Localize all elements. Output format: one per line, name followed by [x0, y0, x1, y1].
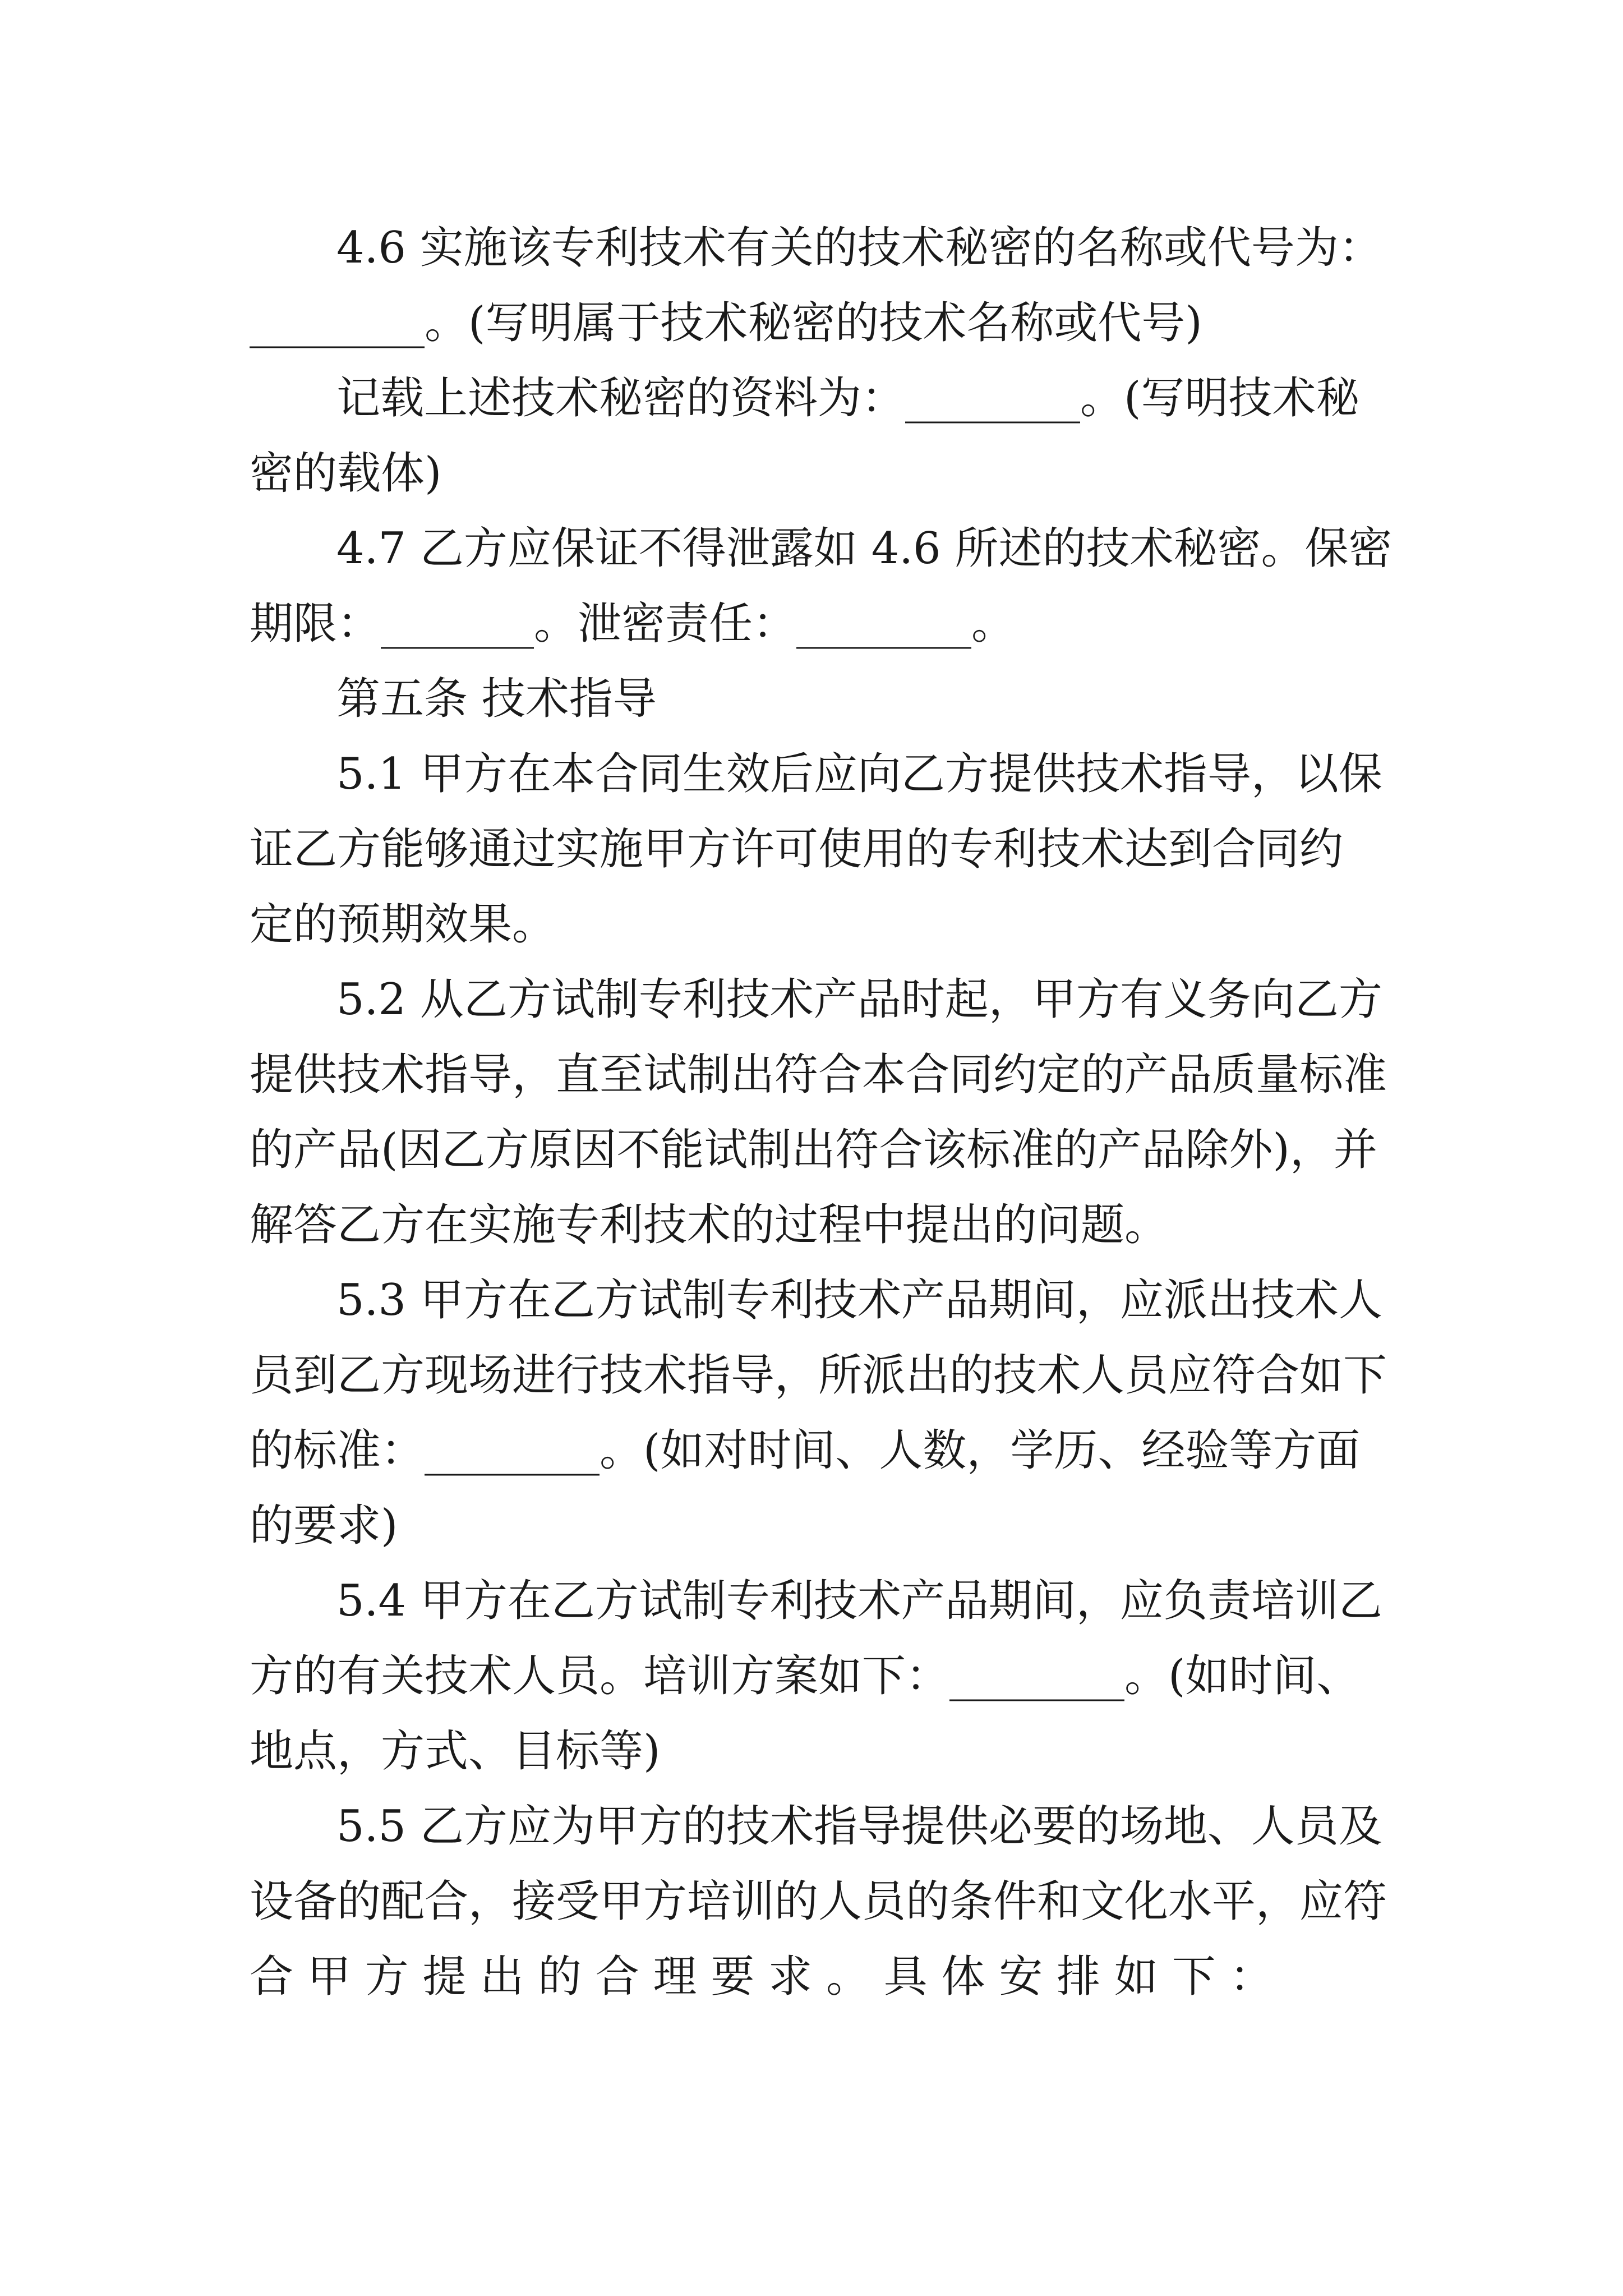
clause-5-4-line-1: 5.4 甲方在乙方试制专利技术产品期间，应负责培训乙	[336, 1576, 1382, 1626]
clause-5-2-line-3: 的产品(因乙方原因不能试制出符合该标准的产品除外)，并	[250, 1125, 1377, 1175]
clause-5-5-line-3: 合 甲 方 提 出 的 合 理 要 求 。 具 体 安 排 如 下 ：	[250, 1952, 1274, 2002]
clause-5-5-line-1: 5.5 乙方应为甲方的技术指导提供必要的场地、人员及	[336, 1801, 1382, 1852]
clause-5-3-line-2: 员到乙方现场进行技术指导，所派出的技术人员应符合如下	[250, 1350, 1387, 1401]
clause-5-1-line-1: 5.1 甲方在本合同生效后应向乙方提供技术指导，以保	[336, 749, 1382, 799]
clause-5-1-line-2: 证乙方能够通过实施甲方许可使用的专利技术达到合同约	[250, 824, 1344, 875]
clause-5-1-line-3: 定的预期效果。	[250, 899, 556, 950]
clause-5-2-line-1: 5.2 从乙方试制专利技术产品时起，甲方有义务向乙方	[336, 974, 1382, 1025]
clause-5-3-line-1: 5.3 甲方在乙方试制专利技术产品期间，应派出技术人	[336, 1275, 1382, 1326]
clause-5-3-line-4: 的要求)	[250, 1501, 398, 1551]
clause-5-5-line-2: 设备的配合，接受甲方培训的人员的条件和文化水平，应符	[250, 1876, 1387, 1927]
clause-4-7-line-2: 期限：_______。泄密责任：________。	[250, 599, 1016, 649]
clause-4-6-line-3: 记载上述技术秘密的资料为：________。(写明技术秘	[336, 373, 1360, 424]
article-5-heading: 第五条 技术指导	[336, 674, 657, 724]
clause-4-7-line-1: 4.7 乙方应保证不得泄露如 4.6 所述的技术秘密。保密	[336, 523, 1393, 574]
clause-4-6-line-4: 密的载体)	[250, 448, 442, 499]
clause-5-4-line-2: 方的有关技术人员。培训方案如下：________。(如时间、	[250, 1651, 1361, 1701]
clause-5-2-line-4: 解答乙方在实施专利技术的过程中提出的问题。	[250, 1200, 1169, 1250]
clause-4-6-line-1: 4.6 实施该专利技术有关的技术秘密的名称或代号为：	[336, 223, 1382, 273]
clause-5-3-line-3: 的标准：________。(如对时间、人数，学历、经验等方面	[250, 1425, 1361, 1476]
clause-5-4-line-3: 地点，方式、目标等)	[250, 1726, 661, 1777]
clause-5-2-line-2: 提供技术指导，直至试制出符合本合同约定的产品质量标准	[250, 1050, 1387, 1100]
clause-4-6-line-2: ________。(写明属于技术秘密的技术名称或代号)	[250, 298, 1202, 348]
